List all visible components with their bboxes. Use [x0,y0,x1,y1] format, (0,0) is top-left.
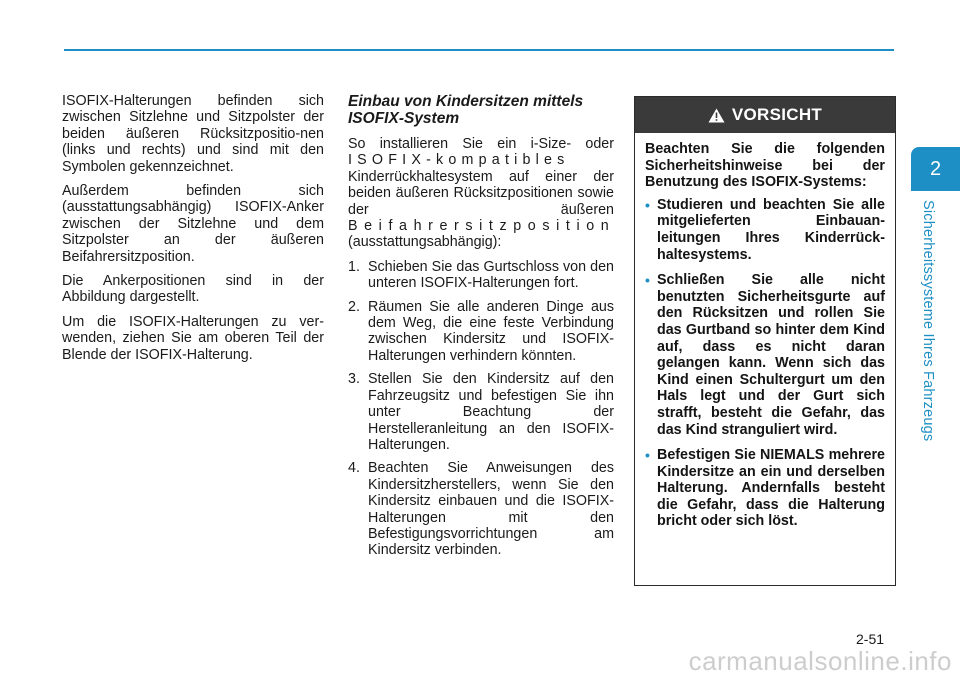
step-text: Schieben Sie das Gurtschloss von den unteren ISOFIX-Halterungen fort. [368,258,614,292]
step-item [348,371,614,453]
intro-line: Kinderrückhaltesystem auf einer der beiden äußeren Rücksitzpositionen sowie der äußeren [348,168,614,218]
install-steps [348,259,614,559]
step-number: 3. [348,371,360,388]
intro-line: (ausstattungsabhängig): [348,234,502,251]
header-rule [64,49,894,51]
page-number: 2-51 [856,631,885,647]
caution-header [635,97,895,133]
section-heading: Einbau von Kindersitzen mittels ISOFIX-System [348,93,584,127]
middle-column [348,93,614,566]
caution-item [645,272,885,438]
chapter-title: Sicherheitssysteme Ihres Fahrzeugs [920,200,936,442]
step-number: 2. [348,298,360,315]
caution-item-text: Befestigen Sie NIEMALS mehrere Kindersitze an ein und derselben Halterung. Andernfalls besteht die Gefahr, dass die Halterung bricht oder sich löst. [657,447,885,530]
step-item [348,460,614,558]
step-text: Stellen Sie den Kindersitz auf den Fahrzeugsitz und befestigen Sie ihn unter Beachtung der Herstelleranleitung an den ISOFIX-Halterungen. [368,371,614,453]
step-number: 1. [348,258,360,275]
left-column [62,93,324,371]
bullet-icon: • [645,196,650,213]
step-number: 4. [348,460,360,477]
paragraph: Außerdem befinden sich (ausstattungsabhängig) ISOFIX-Anker zwischen der Sitzlehne und dem Sitzpolster an der äußeren Beifahrersitzposition. [62,183,324,265]
watermark: carmanualsonline.info [688,646,952,676]
bullet-icon: • [645,447,650,464]
caution-body [635,133,895,530]
caution-box [634,96,896,586]
warning-triangle-icon [708,108,725,123]
caution-list [645,197,885,530]
caution-item [645,197,885,263]
chapter-number: 2 [929,157,942,180]
caution-title: VORSICHT [731,105,823,124]
caution-item-text: Schließen Sie alle nicht benutzten Sicherheitsgurte auf den Rücksitzen und rollen Sie das Gurtband so hinter dem Kind auf, dass es nicht daran gelangen kann. Wenn sich das Kind einen Schultergurt um den Hals legt und der Gurt sich strafft, besteht die Gefahr, das das Kind stranguliert wird. [657,272,885,438]
bullet-icon: • [645,272,650,289]
caution-item-text: Studieren und beachten Sie alle mitgelieferten Einbauan-leitungen Ihres Kinderrück-haltesystems. [657,196,885,263]
intro-line: So installieren Sie ein i-Size- oder [348,136,614,152]
caution-item [645,447,885,530]
caution-intro: Beachten Sie die folgenden Sicherheitshinweise bei der Benutzung des ISOFIX-Systems: [645,141,885,191]
intro-text [348,136,614,251]
step-item [348,259,614,292]
paragraph: Die Ankerpositionen sind in der Abbildung dargestellt. [62,273,324,306]
paragraph: ISOFIX-Halterungen befinden sich zwischen Sitzlehne und Sitzpolster der beiden äußeren Rücksitzpositio-nen (links und rechts) und sind mit den Symbolen gekennzeichnet. [62,93,324,175]
step-item [348,299,614,365]
intro-line: Beifahrersitzposition [348,218,616,235]
intro-line: ISOFIX-kompatibles [348,152,570,169]
chapter-tab [911,147,960,191]
step-text: Beachten Sie Anweisungen des Kindersitzherstellers, wenn Sie den Kindersitz einbauen und die ISOFIX-Halterungen mit den Befestigungsvorrichtungen am Kindersitz verbinden. [368,460,614,559]
step-text: Räumen Sie alle anderen Dinge aus dem Weg, die eine feste Verbindung zwischen Kindersitz und ISOFIX-Halterungen verhindern könnten. [368,298,614,364]
paragraph: Um die ISOFIX-Halterungen zu ver-wenden, ziehen Sie am oberen Teil der Blende der ISOFIX-Halterung. [62,313,324,363]
